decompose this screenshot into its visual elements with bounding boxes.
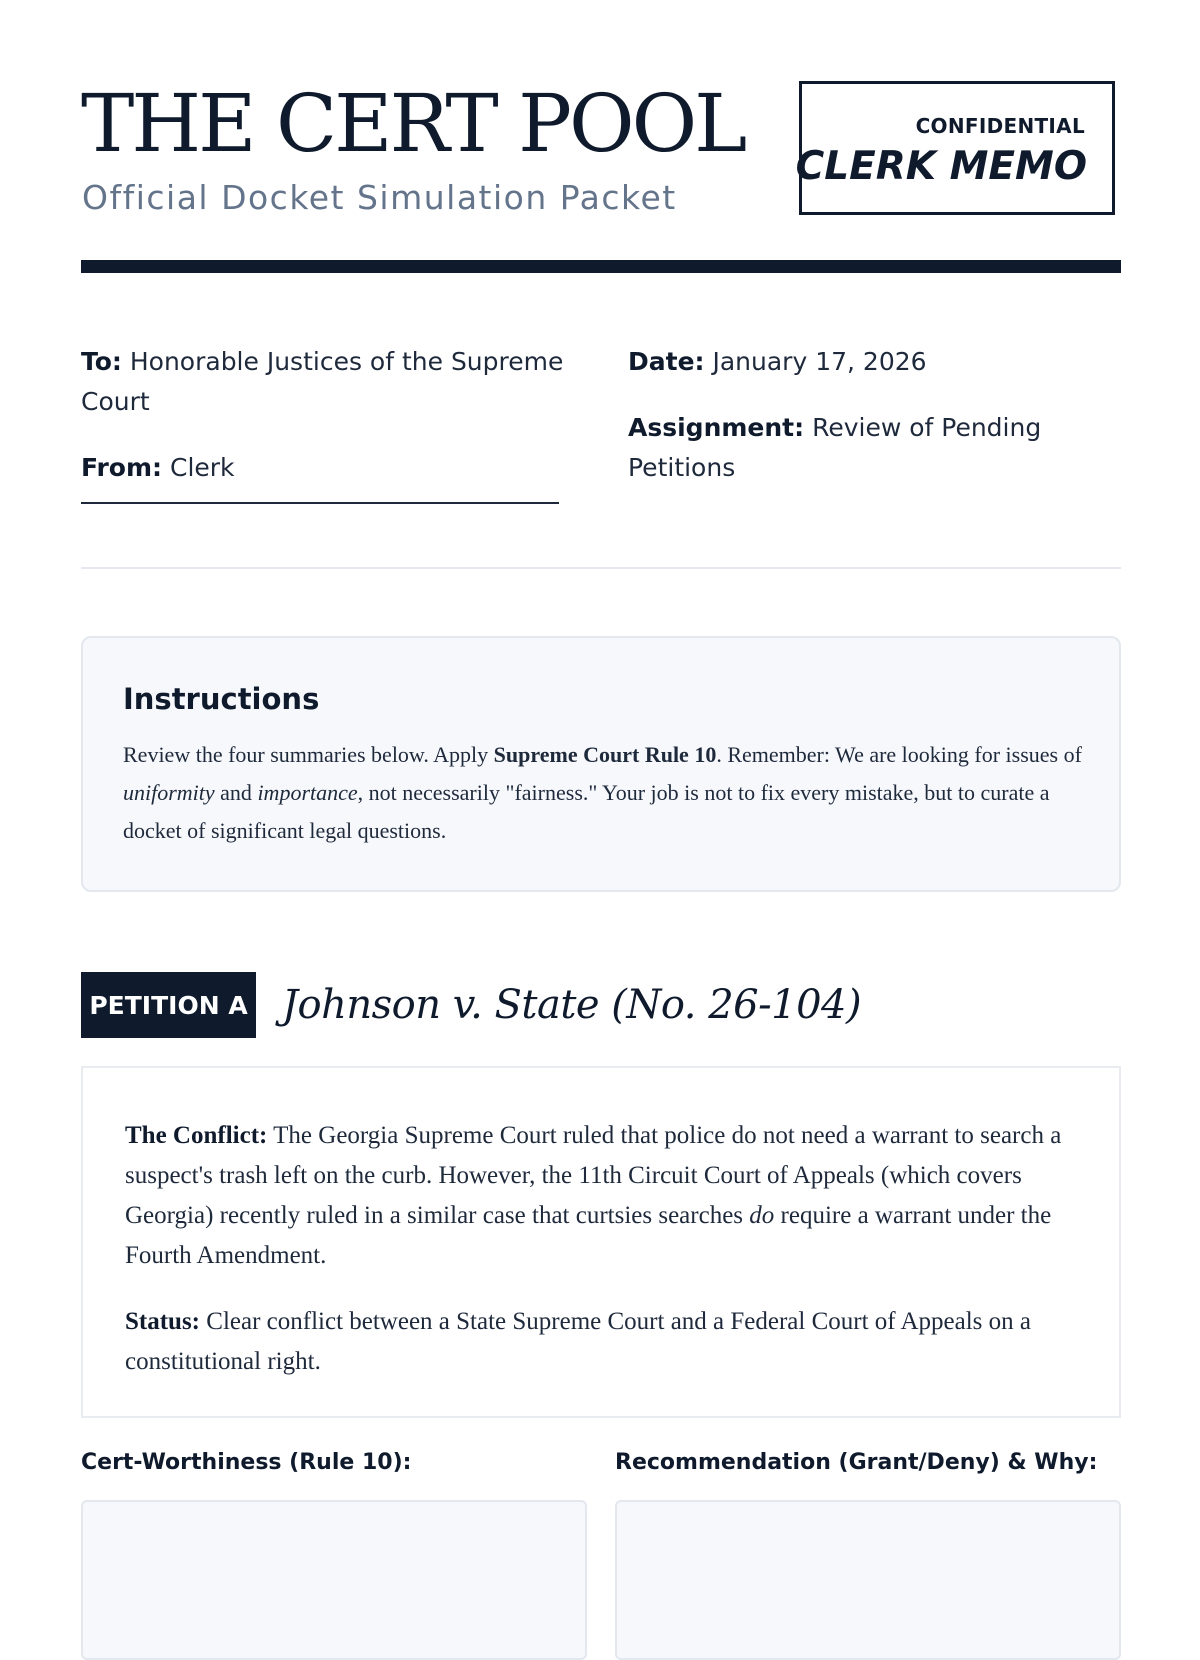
date-label: Date:: [628, 347, 705, 376]
importance-emphasis: importance: [257, 780, 358, 805]
recommendation-input[interactable]: [615, 1500, 1121, 1660]
conflict-emphasis: do: [749, 1202, 775, 1229]
petition-a-summary: [81, 1066, 1121, 1418]
memo-to: [81, 342, 581, 422]
cert-worthiness-label: Cert-Worthiness (Rule 10):: [81, 1450, 412, 1475]
memo-assignment: [628, 408, 1108, 488]
instructions-heading: Instructions: [123, 682, 320, 716]
conflict-label: The Conflict:: [125, 1122, 268, 1149]
instructions-text-3: and: [214, 780, 258, 805]
section-divider: [81, 567, 1121, 569]
conflict-paragraph: [125, 1116, 1085, 1276]
conflict-text-2: require a warrant under the Fourth Amendment.: [125, 1202, 1052, 1269]
petition-badge: PETITION A: [81, 972, 256, 1038]
memo-header: [81, 78, 1121, 273]
date-value: January 17, 2026: [712, 347, 927, 376]
page-title: THE CERT POOL: [81, 77, 745, 170]
instructions-text-1: Review the four summaries below. Apply: [123, 742, 494, 767]
confidential-stamp: [795, 81, 1115, 215]
recommendation-field: [615, 1448, 1121, 1660]
recommendation-label: Recommendation (Grant/Deny) & Why:: [615, 1450, 1098, 1475]
instructions-panel: [81, 636, 1121, 892]
from-label: From:: [81, 453, 163, 482]
instructions-text: [123, 736, 1083, 850]
stamp-title: CLERK MEMO: [795, 144, 1087, 189]
petition-a-header: [81, 972, 1121, 1038]
stamp-label: CONFIDENTIAL: [915, 114, 1085, 138]
uniformity-emphasis: uniformity: [123, 780, 215, 805]
page-subtitle: Official Docket Simulation Packet: [82, 178, 677, 217]
from-value: Clerk: [169, 453, 235, 482]
status-text: Clear conflict between a State Supreme Court and a Federal Court of Appeals on a constitutional right.: [125, 1308, 1032, 1375]
signature-line: [81, 502, 559, 504]
assignment-value: Review of Pending Petitions: [628, 413, 1042, 482]
to-value: Honorable Justices of the Supreme Court: [81, 347, 564, 416]
instructions-text-2: . Remember: We are looking for issues of: [716, 742, 1082, 767]
to-label: To:: [81, 347, 122, 376]
rule-10-emphasis: Supreme Court Rule 10: [493, 742, 717, 767]
memo-date: [628, 342, 1108, 382]
petition-case-title: Johnson v. State (No. 26-104): [282, 982, 862, 1028]
header-divider: [81, 260, 1121, 273]
instructions-text-4: , not necessarily "fairness." Your job is not to fix every mistake, but to curate a docket of significant legal questions.: [123, 780, 1050, 843]
status-label: Status:: [125, 1308, 201, 1335]
conflict-text-1: The Georgia Supreme Court ruled that police do not need a warrant to search a suspect's trash left on the curb. However, the 11th Circuit Court of Appeals (which covers Georgia) recently ruled in a similar case that curtsies searches: [125, 1122, 1062, 1229]
meta-right-column: [628, 342, 1108, 514]
memo-from: [81, 448, 581, 488]
assignment-label: Assignment:: [628, 413, 805, 442]
cert-worthiness-input[interactable]: [81, 1500, 587, 1660]
meta-left-column: [81, 342, 581, 514]
status-paragraph: [125, 1302, 1085, 1382]
cert-worthiness-field: [81, 1448, 587, 1660]
